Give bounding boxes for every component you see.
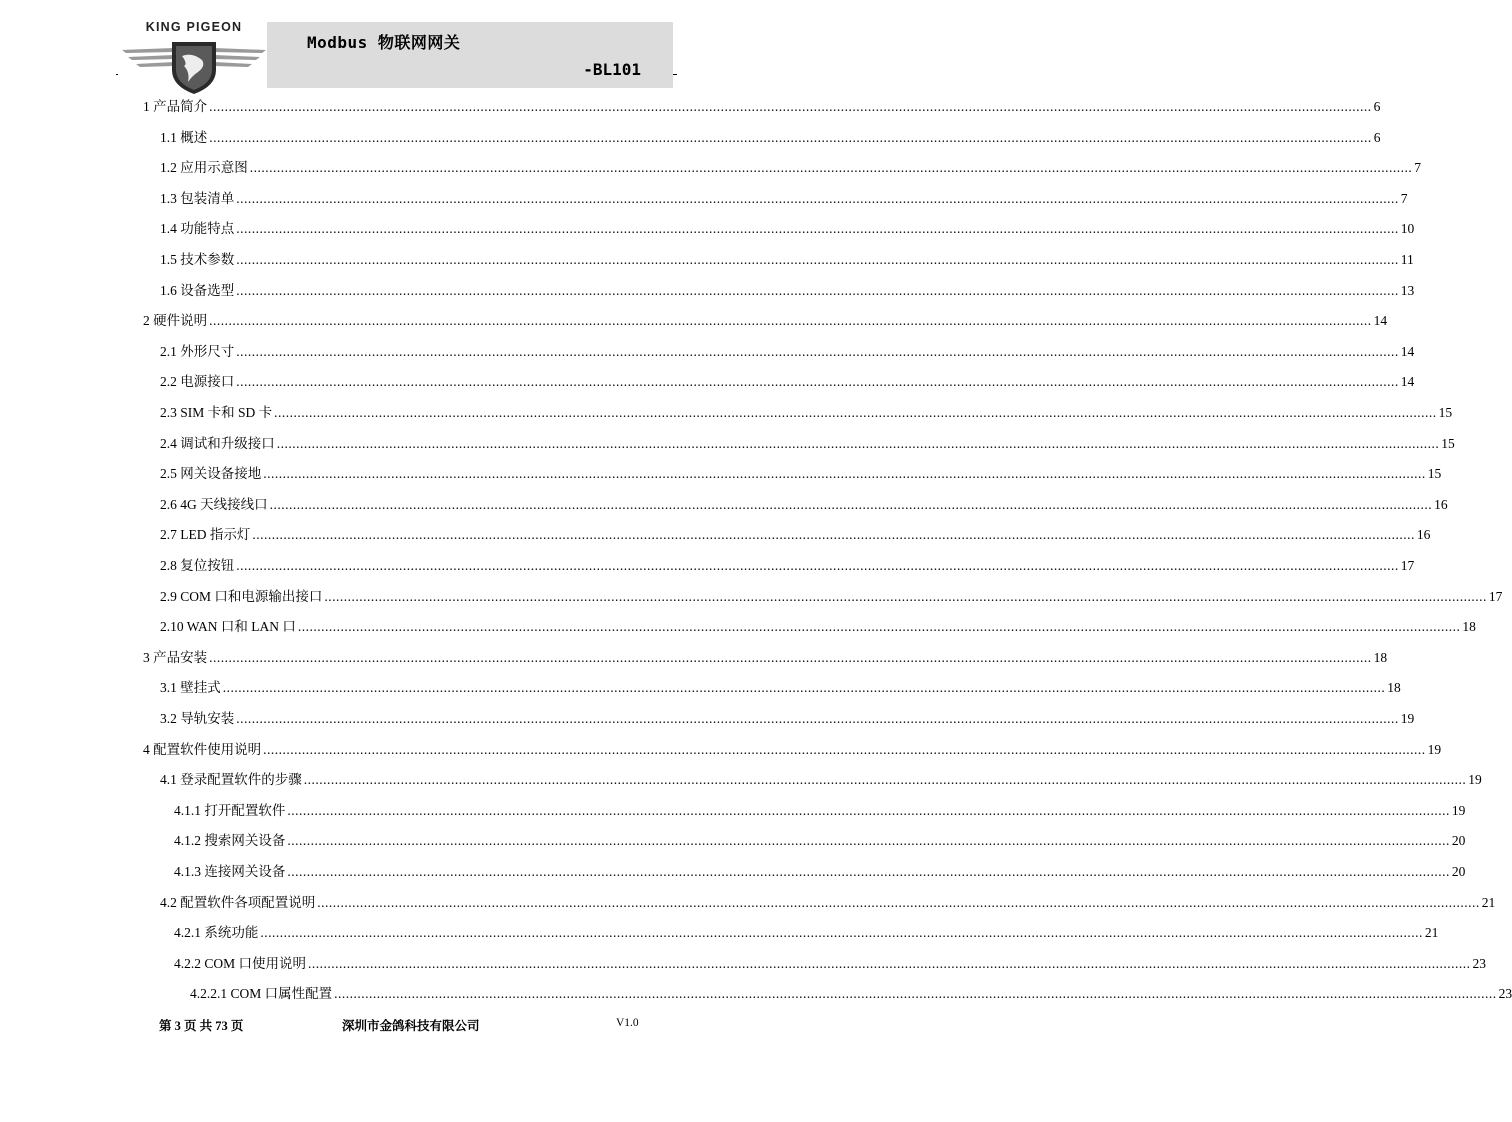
toc-entry-page: 19 <box>1400 711 1415 726</box>
toc-entry-page: 16 <box>1416 527 1431 543</box>
header-tick <box>116 74 118 75</box>
toc-entry-title: 2.6 4G 天线接线口 <box>160 496 268 512</box>
toc-entry[interactable] <box>174 954 1487 974</box>
toc-entry[interactable] <box>160 250 1414 270</box>
toc-entry-title: 1 产品简介 <box>143 99 208 114</box>
toc-entry-page: 19 <box>1451 802 1466 818</box>
toc-entry-title: 1.3 包装清单 <box>160 190 235 206</box>
toc-entry-page: 14 <box>1373 313 1388 329</box>
toc-entry-page: 14 <box>1400 374 1415 390</box>
company-logo <box>118 18 270 96</box>
toc-entry-title: 1.6 设备选型 <box>160 282 235 298</box>
toc-leader-dots: ............................................................................................................................................................................................................................................................................................................ <box>236 190 1399 206</box>
toc-entry-title: 2.10 WAN 口和 LAN 口 <box>160 619 296 635</box>
toc-entry-title: 3 产品安装 <box>143 649 208 665</box>
toc-entry-title: 4.2.2 COM 口使用说明 <box>174 955 307 971</box>
toc-entry[interactable] <box>160 128 1381 148</box>
toc-entry[interactable] <box>160 189 1408 209</box>
toc-entry-title: 2 硬件说明 <box>143 313 208 329</box>
toc-entry-title: 4.1.3 连接网关设备 <box>174 864 286 879</box>
toc-entry[interactable] <box>160 556 1415 576</box>
toc-entry[interactable] <box>190 984 1512 1004</box>
toc-entry[interactable] <box>143 648 1388 668</box>
toc-leader-dots: ............................................................................................................................................................................................................................................................................................................ <box>287 833 1450 849</box>
toc-entry-title: 4.1.2 搜索网关设备 <box>174 833 286 849</box>
toc-entry[interactable] <box>160 893 1496 913</box>
toc-leader-dots: ............................................................................................................................................................................................................................................................................................................ <box>260 925 1423 941</box>
model-number: -BL101 <box>583 60 641 79</box>
toc-entry-page: 17 <box>1488 588 1503 604</box>
toc-entry[interactable] <box>160 495 1448 515</box>
toc-entry-title: 2.1 外形尺寸 <box>160 343 235 359</box>
toc-entry-title: 4.2 配置软件各项配置说明 <box>160 894 316 910</box>
toc-entry[interactable] <box>160 342 1415 362</box>
toc-entry[interactable] <box>174 831 1466 851</box>
toc-entry[interactable] <box>160 219 1415 239</box>
toc-entry[interactable] <box>174 923 1439 943</box>
toc-entry-page: 7 <box>1400 190 1408 206</box>
toc-leader-dots: ............................................................................................................................................................................................................................................................................................................ <box>263 466 1426 482</box>
toc-leader-dots: ............................................................................................................................................................................................................................................................................................................ <box>222 680 1386 696</box>
pigeon-shield-icon <box>118 36 270 96</box>
toc-entry-title: 1.2 应用示意图 <box>160 160 248 176</box>
toc-entry-title: 2.8 复位按钮 <box>160 558 235 573</box>
toc-entry-page: 14 <box>1400 343 1415 359</box>
toc-entry[interactable] <box>143 311 1388 331</box>
toc-leader-dots: ............................................................................................................................................................................................................................................................................................................ <box>236 221 1399 237</box>
toc-entry-title: 2.4 调试和升级接口 <box>160 435 275 451</box>
toc-leader-dots: ............................................................................................................................................................................................................................................................................................................ <box>317 894 1480 910</box>
toc-leader-dots: ............................................................................................................................................................................................................................................................................................................ <box>276 435 1440 451</box>
toc-entry-title: 2.9 COM 口和电源输出接口 <box>160 588 323 604</box>
toc-entry[interactable] <box>143 740 1442 760</box>
company-name: 深圳市金鸽科技有限公司 <box>342 1018 480 1033</box>
toc-leader-dots: ............................................................................................................................................................................................................................................................................................................ <box>324 588 1487 604</box>
toc-leader-dots: ............................................................................................................................................................................................................................................................................................................ <box>287 802 1450 818</box>
toc-entry-title: 2.5 网关设备接地 <box>160 466 262 482</box>
toc-entry-title: 4 配置软件使用说明 <box>143 741 262 757</box>
toc-entry-page: 20 <box>1451 864 1466 879</box>
toc-leader-dots: ............................................................................................................................................................................................................................................................................................................ <box>269 496 1433 512</box>
toc-leader-dots: ............................................................................................................................................................................................................................................................................................................ <box>236 252 1399 267</box>
toc-entry[interactable] <box>174 862 1466 882</box>
toc-entry-page: 21 <box>1481 894 1496 910</box>
header-tick <box>673 74 677 75</box>
toc-entry-title: 4.1 登录配置软件的步骤 <box>160 772 302 788</box>
toc-entry-page: 18 <box>1387 680 1401 696</box>
toc-leader-dots: ............................................................................................................................................................................................................................................................................................................ <box>334 986 1497 1002</box>
toc-entry[interactable] <box>160 525 1431 545</box>
toc-entry[interactable] <box>160 617 1476 637</box>
toc-leader-dots: ............................................................................................................................................................................................................................................................................................................ <box>209 99 1372 114</box>
toc-leader-dots: ............................................................................................................................................................................................................................................................................................................ <box>263 741 1426 757</box>
toc-entry-page: 20 <box>1451 833 1466 849</box>
toc-entry-page: 23 <box>1498 986 1512 1002</box>
toc-entry-page: 15 <box>1427 466 1442 482</box>
page-footer <box>0 1016 793 1036</box>
toc-entry-page: 6 <box>1373 129 1381 145</box>
toc-leader-dots: ............................................................................................................................................................................................................................................................................................................ <box>236 711 1399 726</box>
toc-entry-title: 4.2.1 系统功能 <box>174 925 259 941</box>
toc-entry-page: 17 <box>1400 558 1415 573</box>
document-version: V1.0 <box>616 1017 639 1029</box>
toc-entry[interactable] <box>160 158 1421 178</box>
toc-entry[interactable] <box>160 464 1442 484</box>
toc-entry-title: 2.2 电源接口 <box>160 374 235 390</box>
toc-entry-title: 1.4 功能特点 <box>160 221 235 237</box>
toc-entry[interactable] <box>160 372 1415 392</box>
toc-leader-dots: ............................................................................................................................................................................................................................................................................................................ <box>209 649 1372 665</box>
toc-entry-title: 1.1 概述 <box>160 129 208 145</box>
toc-entry-title: 2.7 LED 指示灯 <box>160 527 251 543</box>
toc-leader-dots: ............................................................................................................................................................................................................................................................................................................ <box>249 160 1413 176</box>
toc-leader-dots: ............................................................................................................................................................................................................................................................................................................ <box>236 374 1399 390</box>
toc-leader-dots: ............................................................................................................................................................................................................................................................................................................ <box>274 405 1437 420</box>
toc-entry-title: 4.2.2.1 COM 口属性配置 <box>190 986 333 1002</box>
toc-leader-dots: ............................................................................................................................................................................................................................................................................................................ <box>252 527 1415 543</box>
toc-entry[interactable] <box>160 709 1415 729</box>
toc-leader-dots: ............................................................................................................................................................................................................................................................................................................ <box>297 619 1461 635</box>
toc-entry[interactable] <box>160 281 1415 301</box>
toc-entry-page: 6 <box>1373 99 1381 114</box>
toc-entry-title: 3.1 壁挂式 <box>160 680 221 696</box>
toc-entry-page: 15 <box>1441 435 1455 451</box>
toc-entry-title: 1.5 技术参数 <box>160 252 235 267</box>
toc-entry-page: 16 <box>1434 496 1448 512</box>
toc-entry-page: 19 <box>1468 772 1482 788</box>
toc-leader-dots: ............................................................................................................................................................................................................................................................................................................ <box>209 129 1372 145</box>
toc-entry[interactable] <box>160 678 1401 698</box>
toc-entry-page: 21 <box>1424 925 1439 941</box>
toc-entry-title: 3.2 导轨安装 <box>160 711 235 726</box>
brand-name: KING PIGEON <box>145 20 243 34</box>
toc-entry[interactable] <box>160 770 1482 790</box>
document-title: Modbus 物联网网关 <box>307 33 461 52</box>
toc-entry[interactable] <box>143 97 1381 117</box>
page-number: 第 3 页 共 73 页 <box>159 1019 244 1033</box>
toc-entry-page: 15 <box>1438 405 1453 420</box>
toc-leader-dots: ............................................................................................................................................................................................................................................................................................................ <box>287 864 1450 879</box>
toc-entry-page: 18 <box>1462 619 1476 635</box>
toc-entry-page: 18 <box>1373 649 1388 665</box>
toc-leader-dots: ............................................................................................................................................................................................................................................................................................................ <box>236 343 1399 359</box>
document-header <box>267 22 673 88</box>
toc-entry[interactable] <box>160 403 1453 423</box>
toc-entry-title: 4.1.1 打开配置软件 <box>174 802 286 818</box>
toc-entry-page: 13 <box>1400 282 1415 298</box>
toc-leader-dots: ............................................................................................................................................................................................................................................................................................................ <box>209 313 1372 329</box>
toc-leader-dots: ............................................................................................................................................................................................................................................................................................................ <box>236 282 1399 298</box>
toc-entry-title: 2.3 SIM 卡和 SD 卡 <box>160 405 273 420</box>
toc-entry-page: 23 <box>1472 955 1487 971</box>
toc-leader-dots: ............................................................................................................................................................................................................................................................................................................ <box>308 955 1471 971</box>
toc-entry-page: 19 <box>1427 741 1442 757</box>
toc-entry-page: 10 <box>1400 221 1415 237</box>
toc-entry-page: 7 <box>1414 160 1421 176</box>
toc-leader-dots: ............................................................................................................................................................................................................................................................................................................ <box>236 558 1399 573</box>
toc-leader-dots: ............................................................................................................................................................................................................................................................................................................ <box>303 772 1467 788</box>
toc-entry[interactable] <box>160 587 1503 607</box>
toc-entry[interactable] <box>174 801 1466 821</box>
toc-entry[interactable] <box>160 434 1455 454</box>
toc-entry-page: 11 <box>1400 252 1414 267</box>
